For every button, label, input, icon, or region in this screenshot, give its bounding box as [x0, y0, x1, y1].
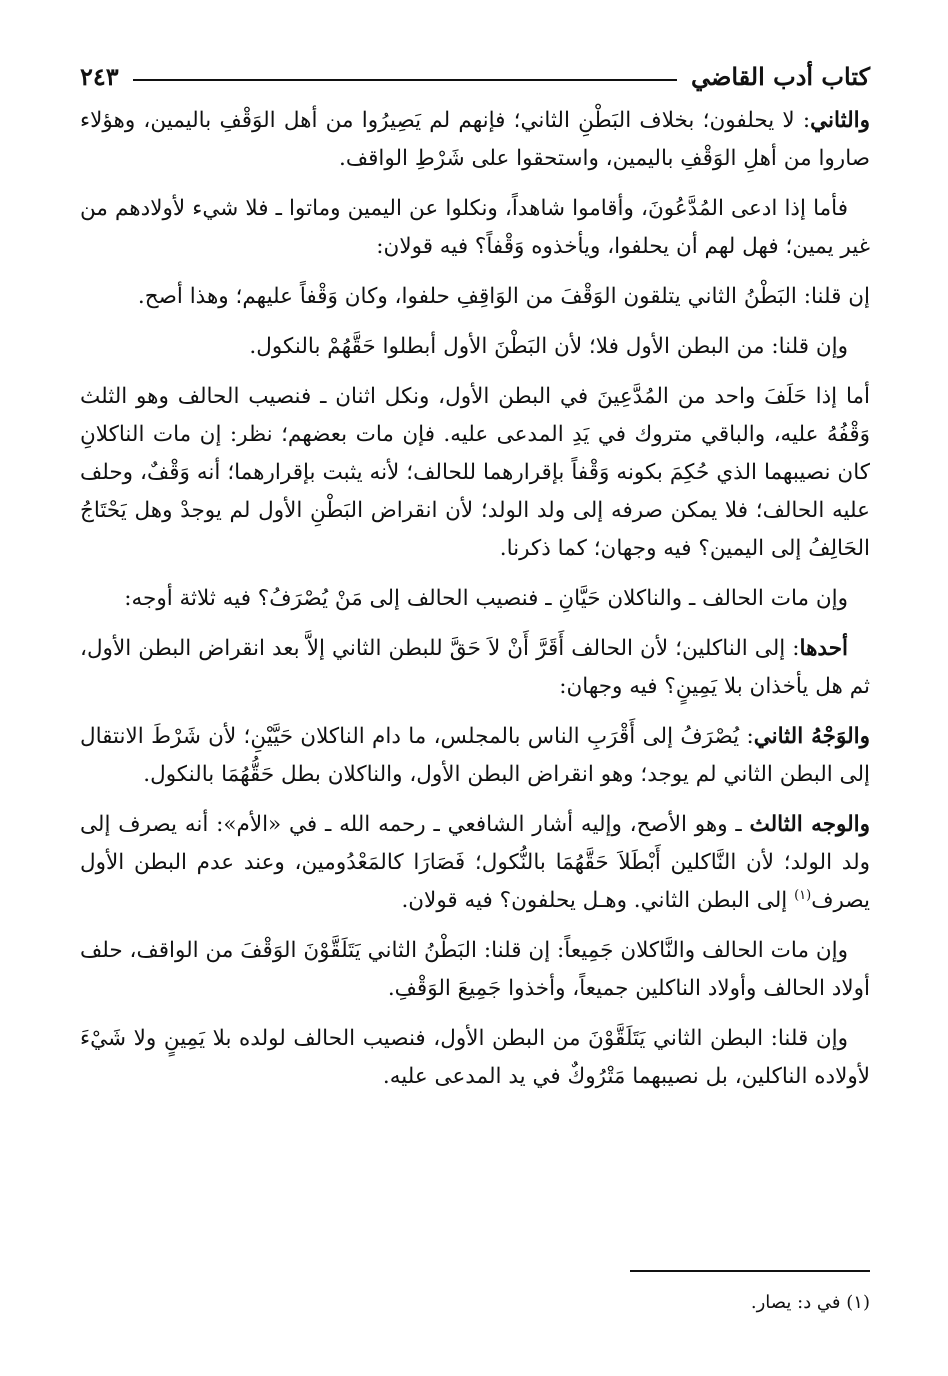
paragraph: [80, 328, 870, 366]
paragraph: [80, 932, 870, 1008]
paragraph-text: : يُصْرَفُ إلى أَقْرَبِ الناس بالمجلس، ما دام الناكلان حَيَّيْنِ؛ لأن شَرْطَ الانتقال إلى البطن الثاني لم يوجد؛ وهو انقراض البطن الأول، والناكلان بطل حَقُّهُمَا بالنكول.: [80, 724, 870, 787]
paragraph-lead: والوجه الثالث: [749, 812, 871, 837]
paragraph-text: : لا يحلفون؛ بخلاف البَطْنِ الثاني؛ فإنهم لم يَصِيرُوا من أهل الوَقْفِ باليمين، وهؤلاء صاروا من أهلِ الوَقْفِ باليمين، واستحقوا على شَرْطِ الواقف.: [80, 108, 870, 171]
footnote: (١) في د: يصار.: [750, 1292, 870, 1313]
paragraph-text: وإن مات الحالف ـ والناكلان حَيَّانِ ـ فنصيب الحالف إلى مَنْ يُصْرَفُ؟ فيه ثلاثة أوجه:: [124, 586, 848, 611]
paragraph-text: وإن قلنا: من البطن الأول فلا؛ لأن البَطْنَ الأول أبطلوا حَقَّهُمْ بالنكول.: [249, 334, 848, 359]
paragraph-lead: والثاني: [810, 108, 870, 133]
book-title: كتاب أدب القاضي: [690, 61, 870, 91]
paragraph-text: وإن مات الحالف والنَّاكلان جَمِيعاً: إن قلنا: البَطْنُ الثاني يَتَلَقَّوْنَ الوَقْفَ من الواقف، حلف أولاد الحالف وأولاد الناكلين جميعاً، وأخذوا جَمِيعَ الوَقْفِ.: [80, 938, 870, 1001]
book-page: [80, 56, 870, 1356]
paragraph: [80, 580, 870, 618]
paragraph-text: إن قلنا: البَطْنُ الثاني يتلقون الوَقْفَ من الوَاقِفِ حلفوا، وكان وَقْفاً عليهم؛ وهذا أصح.: [137, 284, 870, 309]
paragraph-text: ـ وهو الأصح، وإليه أشار الشافعي ـ رحمه الله ـ في «الأم»: أنه يصرف إلى ولد الولد؛ لأن النَّاكلين أَبْطَلاَ حَقَّهُمَا بالنُّكول؛ فَصَارَا كالمَعْدُومين، وعند عدم البطن الأول يصرف: [80, 812, 870, 913]
paragraph-text-tail: إلى البطن الثاني. وهـل يحلفون؟ فيه قولان.: [401, 888, 795, 913]
paragraph-text: أما إذا حَلَفَ واحد من المُدَّعِينَ في البطن الأول، ونكل اثنان ـ فنصيب الحالف وهو الثلث وَقْفُهُ عليه، والباقي متروك في يَدِ المدعى عليه. فإن مات بعضهم؛ نظر: إن مات الناكلانِ كان نصيبهما الذي حُكِمَ بكونه وَقْفاً بإقرارهما للحالف؛ لأنه يثبت بإقرارهما؛ أنه وَقْفٌ، وحلف عليه الحالف؛ فلا يمكن صرفه إلى ولد الولد؛ لأن انقراض البَطْنِ الأول لم يوجدْ وهل يَحْتَاجُ الحَالِفُ إلى اليمين؟ فيه وجهان؛ كما ذكرنا.: [80, 384, 870, 561]
paragraph-text: : إلى الناكلين؛ لأن الحالف أَقَرَّ أَنْ لاَ حَقَّ للبطن الثاني إلاَّ بعد انقراض البطن الأول، ثم هل يأخذان بلا يَمِينٍ؟ فيه وجهان:: [80, 636, 870, 699]
paragraph: [80, 806, 870, 920]
page-number: ٢٤٣: [80, 61, 119, 91]
paragraph: [80, 630, 870, 706]
paragraph: [80, 190, 870, 266]
header-rule: [133, 79, 677, 81]
paragraph: [80, 378, 870, 568]
running-header: [80, 56, 870, 96]
paragraph-text: فأما إذا ادعى المُدَّعُونَ، وأقاموا شاهداً، ونكلوا عن اليمين وماتوا ـ فلا شيء لأولادهم من غير يمين؛ فهل لهم أن يحلفوا، ويأخذوه وَقْفاً؟ فيه قولان:: [80, 196, 870, 259]
paragraph: [80, 1020, 870, 1096]
paragraph: [80, 102, 870, 178]
paragraph: [80, 718, 870, 794]
footnote-marker: (١): [794, 887, 812, 903]
paragraph-lead: أحدها: [799, 636, 848, 661]
page-body: [80, 102, 870, 1096]
footnote-rule: [630, 1270, 870, 1272]
paragraph: [80, 278, 870, 316]
paragraph-lead: والوَجْهُ الثاني: [753, 724, 870, 749]
paragraph-text: وإن قلنا: البطن الثاني يَتَلَقَّوْنَ من البطن الأول، فنصيب الحالف لولده بلا يَمِينٍ ولا شَيْءَ لأولاده الناكلين، بل نصيبهما مَتْرُوكٌ في يد المدعى عليه.: [80, 1026, 870, 1089]
